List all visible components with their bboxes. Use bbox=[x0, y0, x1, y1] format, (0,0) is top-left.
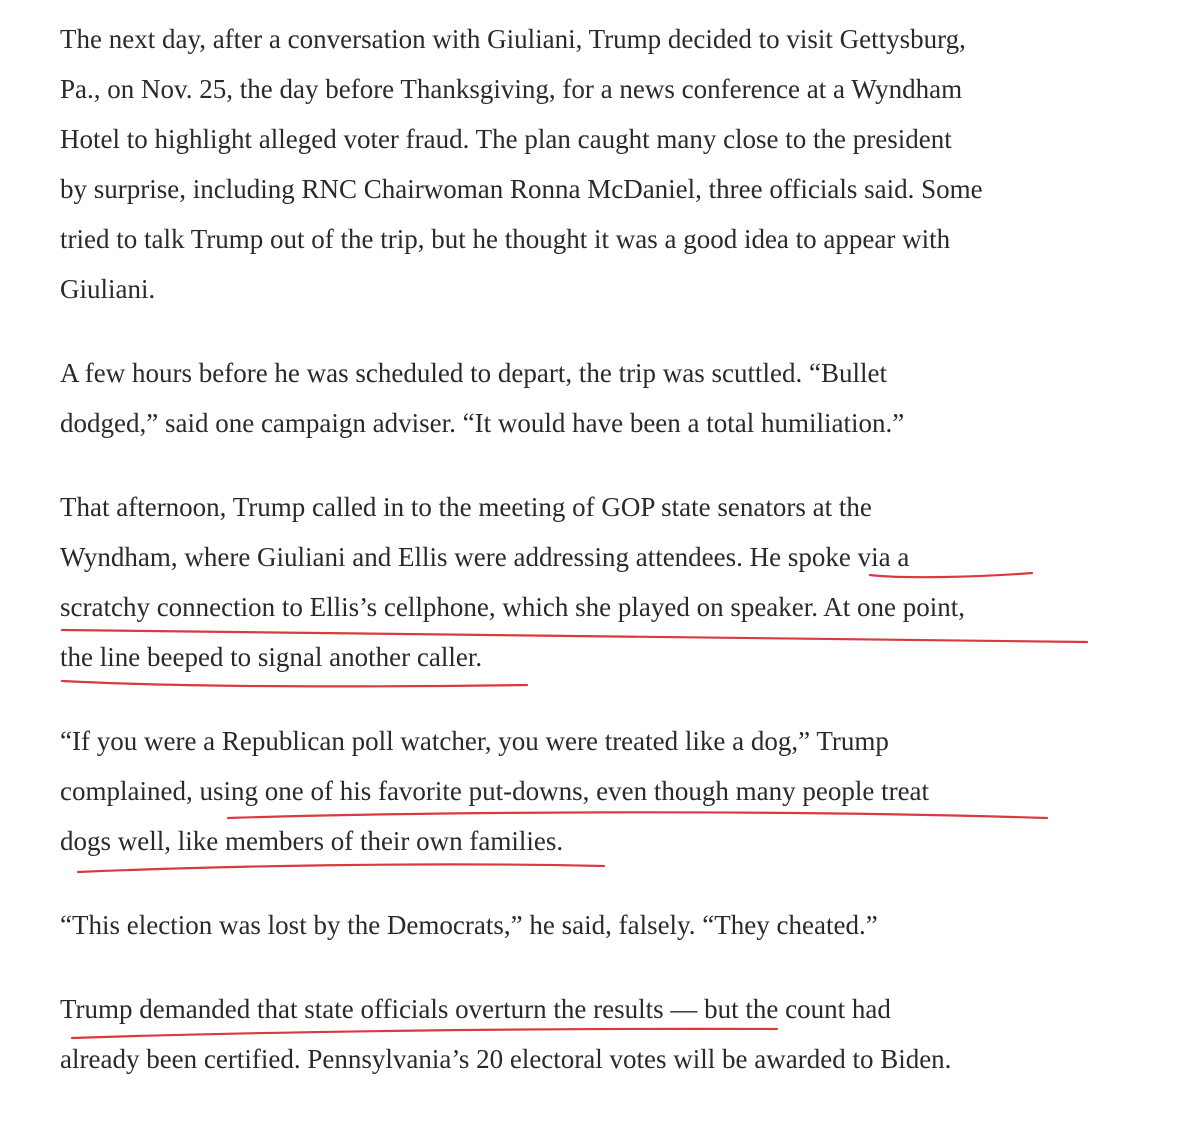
text-line: “This election was lost by the Democrats,” he said, falsely. “They cheated.” bbox=[60, 910, 878, 940]
text-line: scratchy connection to Ellis’s cellphone, which she played on speaker. At one point, bbox=[60, 592, 966, 622]
text-line: “If you were a Republican poll watcher, you were treated like a dog,” Trump bbox=[60, 726, 889, 756]
text-line: tried to talk Trump out of the trip, but he thought it was a good idea to appear with bbox=[60, 224, 951, 254]
text-line: Trump demanded that state officials overturn the results — but the count had bbox=[60, 994, 891, 1024]
paragraph bbox=[60, 348, 1170, 448]
text-line: by surprise, including RNC Chairwoman Ronna McDaniel, three officials said. Some bbox=[60, 174, 983, 204]
text-line: already been certified. Pennsylvania’s 20 electoral votes will be awarded to Biden. bbox=[60, 1044, 952, 1074]
paragraph bbox=[60, 14, 1170, 314]
text-line: Hotel to highlight alleged voter fraud. The plan caught many close to the president bbox=[60, 124, 952, 154]
text-line: Pa., on Nov. 25, the day before Thanksgiving, for a news conference at a Wyndham bbox=[60, 74, 963, 104]
text-line: dogs well, like members of their own families. bbox=[60, 826, 564, 856]
text-line: Giuliani. bbox=[60, 274, 156, 304]
article-body bbox=[60, 14, 1170, 1118]
text-line: the line beeped to signal another caller. bbox=[60, 642, 483, 672]
paragraph bbox=[60, 900, 1170, 950]
text-line: That afternoon, Trump called in to the meeting of GOP state senators at the bbox=[60, 492, 872, 522]
text-line: A few hours before he was scheduled to depart, the trip was scuttled. “Bullet bbox=[60, 358, 888, 388]
text-line: Wyndham, where Giuliani and Ellis were addressing attendees. He spoke via a bbox=[60, 542, 910, 572]
paragraph bbox=[60, 984, 1170, 1084]
text-line: complained, using one of his favorite put-downs, even though many people treat bbox=[60, 776, 930, 806]
text-line: dodged,” said one campaign adviser. “It would have been a total humiliation.” bbox=[60, 408, 905, 438]
paragraph bbox=[60, 716, 1170, 866]
text-line: The next day, after a conversation with Giuliani, Trump decided to visit Gettysburg, bbox=[60, 24, 966, 54]
paragraph bbox=[60, 482, 1170, 682]
